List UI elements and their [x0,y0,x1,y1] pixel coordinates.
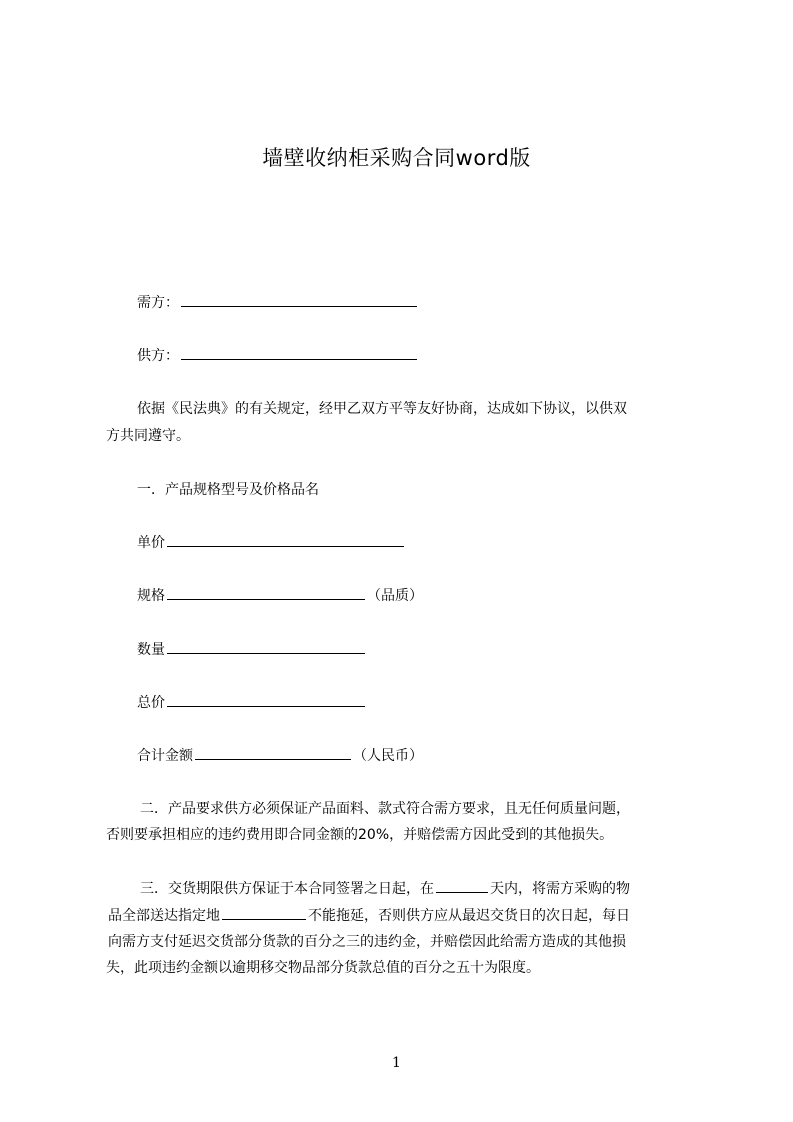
quantity-blank [167,639,365,654]
section3-line-2 [108,905,630,926]
section2-line-1: 二．产品要求供方必须保证产品面料、款式符合需方要求，且无任何质量问题， [140,801,630,817]
supplier-field [137,345,419,366]
spec-blank [167,585,365,600]
section1-heading: 一．产品规格型号及价格品名 [137,482,319,498]
buyer-blank [181,292,417,307]
buyer-label: 需方： [137,295,179,311]
total-price-blank [167,692,365,707]
quantity-label: 数量 [137,642,165,658]
spec-label: 规格 [137,588,165,604]
sum-amount-suffix: （人民币） [353,748,423,764]
section3-line2-end: 不能拖延，否则供方应从最迟交货日的次日起，每日 [308,908,630,924]
sum-amount-label: 合计金额 [137,748,193,764]
intro-line-2: 方共同遵守。 [106,428,190,444]
intro-line-1: 依据《民法典》的有关规定，经甲乙双方平等友好协商，达成如下协议，以供双 [137,401,627,417]
delivery-location-blank [222,905,306,920]
supplier-label: 供方： [137,348,179,364]
section3-line1-start: 三．交货期限供方保证于本合同签署之日起，在 [140,881,434,897]
unit-price-blank [167,532,404,547]
document-title: 墙壁收纳柜采购合同word版 [262,146,531,170]
page-number: 1 [392,1055,401,1071]
section3-line1-end: 天内，将需方采购的物 [490,881,630,897]
section3-line-4: 失，此项违约金额以逾期移交物品部分货款总值的百分之五十为限度。 [106,960,540,976]
sum-amount-field [137,745,423,766]
sum-amount-blank [195,745,351,760]
quantity-field [137,639,367,660]
supplier-blank [181,345,417,360]
delivery-days-blank [436,878,488,893]
section2-line-2: 否则要承担相应的违约费用即合同金额的20%，并赔偿需方因此受到的其他损失。 [106,827,614,843]
unit-price-label: 单价 [137,535,165,551]
section3-line-3: 向需方支付延迟交货部分货款的百分之三的违约金，并赔偿因此给需方造成的其他损 [108,934,626,950]
unit-price-field [137,532,406,553]
section3-line-1 [140,878,630,899]
spec-suffix: （品质） [367,588,423,604]
section3-line2-start: 品全部送达指定地 [108,908,220,924]
total-price-label: 总价 [137,695,165,711]
buyer-field [137,292,419,313]
spec-field [137,585,423,606]
total-price-field [137,692,367,713]
